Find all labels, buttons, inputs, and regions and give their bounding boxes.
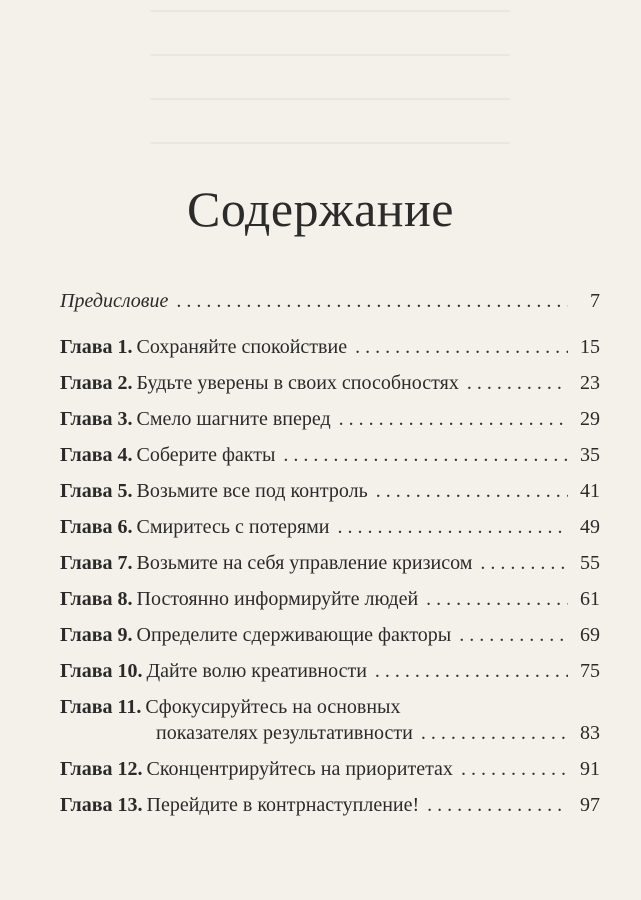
toc-entry-title: Дайте волю креативности bbox=[146, 660, 367, 682]
toc-entry[interactable] bbox=[60, 514, 600, 550]
toc-entry[interactable] bbox=[60, 370, 600, 406]
page-title: Содержание bbox=[187, 181, 454, 237]
toc-entry-title: Сохраняйте спокойствие bbox=[136, 336, 348, 358]
chapter-number: Глава 5. bbox=[60, 480, 133, 502]
toc-page-number: 7 bbox=[590, 290, 600, 312]
toc-page-number: 35 bbox=[580, 444, 600, 466]
toc-entry[interactable] bbox=[60, 756, 600, 792]
toc-entry-title: Сфокусируйтесь на основных bbox=[145, 696, 401, 718]
toc-page-number: 55 bbox=[580, 552, 600, 574]
chapter-number: Глава 6. bbox=[60, 516, 133, 538]
leader-dots bbox=[283, 442, 568, 468]
leader-dots bbox=[461, 756, 568, 782]
toc-entry[interactable] bbox=[60, 406, 600, 442]
toc-entry[interactable] bbox=[60, 442, 600, 478]
toc-entry-title-continued: показателях результативности bbox=[156, 722, 413, 744]
toc-entry[interactable] bbox=[60, 586, 600, 622]
toc-entry-title: Предисловие bbox=[60, 290, 169, 312]
toc-entry[interactable] bbox=[60, 694, 600, 756]
toc-entry-title: Перейдите в контрнаступление! bbox=[146, 794, 420, 816]
leader-dots bbox=[176, 288, 568, 314]
leader-dots bbox=[339, 406, 568, 432]
toc-page-number: 49 bbox=[580, 516, 600, 538]
leader-dots bbox=[421, 720, 568, 746]
toc-page-number: 83 bbox=[580, 722, 600, 744]
toc-entry-title: Возьмите на себя управление кризисом bbox=[136, 552, 473, 574]
leader-dots bbox=[338, 514, 568, 540]
toc-page-number: 91 bbox=[580, 758, 600, 780]
toc-entry[interactable] bbox=[60, 792, 600, 828]
leader-dots bbox=[459, 622, 568, 648]
bleed-through-text bbox=[150, 10, 510, 186]
toc-page-number: 75 bbox=[580, 660, 600, 682]
chapter-number: Глава 2. bbox=[60, 372, 133, 394]
toc-page-number: 15 bbox=[580, 336, 600, 358]
chapter-number: Глава 12. bbox=[60, 758, 143, 780]
leader-dots bbox=[376, 478, 568, 504]
toc-page-number: 41 bbox=[580, 480, 600, 502]
toc-entry-title: Сконцентрируйтесь на приоритетах bbox=[146, 758, 453, 780]
toc-entry-title: Возьмите все под контроль bbox=[136, 480, 368, 502]
toc-page-number: 69 bbox=[580, 624, 600, 646]
leader-dots bbox=[426, 586, 568, 612]
chapter-number: Глава 3. bbox=[60, 408, 133, 430]
chapter-number: Глава 11. bbox=[60, 696, 142, 718]
leader-dots bbox=[427, 792, 568, 818]
leader-dots bbox=[375, 658, 568, 684]
toc-entry-title: Смело шагните вперед bbox=[136, 408, 331, 430]
chapter-number: Глава 7. bbox=[60, 552, 133, 574]
chapter-number: Глава 4. bbox=[60, 444, 133, 466]
leader-dots bbox=[480, 550, 568, 576]
toc-entry[interactable] bbox=[60, 478, 600, 514]
toc-entry[interactable] bbox=[60, 622, 600, 658]
chapter-number: Глава 9. bbox=[60, 624, 133, 646]
toc-page-number: 29 bbox=[580, 408, 600, 430]
toc-entry[interactable] bbox=[60, 550, 600, 586]
leader-dots bbox=[467, 370, 568, 396]
table-of-contents bbox=[60, 288, 600, 828]
toc-entry-title: Соберите факты bbox=[136, 444, 276, 466]
chapter-number: Глава 8. bbox=[60, 588, 133, 610]
toc-entry-title: Будьте уверены в своих способностях bbox=[136, 372, 459, 394]
chapter-number: Глава 1. bbox=[60, 336, 133, 358]
chapter-number: Глава 10. bbox=[60, 660, 143, 682]
toc-entry[interactable] bbox=[60, 334, 600, 370]
chapter-number: Глава 13. bbox=[60, 794, 143, 816]
toc-entry-title: Смиритесь с потерями bbox=[136, 516, 330, 538]
toc-entry-title: Постоянно информируйте людей bbox=[136, 588, 419, 610]
toc-page-number: 97 bbox=[580, 794, 600, 816]
toc-entry-preface[interactable] bbox=[60, 288, 600, 324]
toc-page-number: 23 bbox=[580, 372, 600, 394]
leader-dots bbox=[355, 334, 568, 360]
toc-entry[interactable] bbox=[60, 658, 600, 694]
toc-entry-title: Определите сдерживающие факторы bbox=[136, 624, 452, 646]
toc-page-number: 61 bbox=[580, 588, 600, 610]
